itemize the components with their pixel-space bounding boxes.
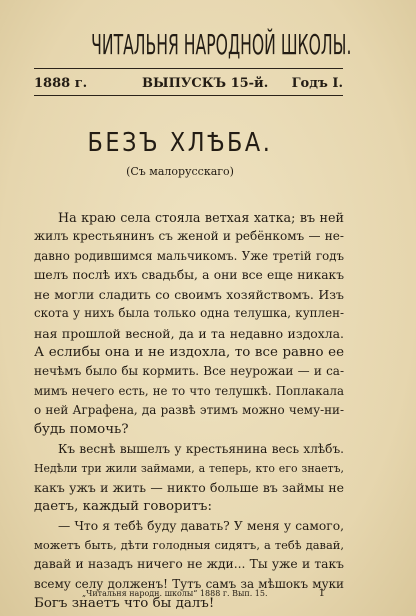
issue-number: ВЫПУСКЪ 15-й. (142, 76, 269, 91)
issue-info-line (34, 76, 343, 92)
body-line: шелъ послѣ ихъ свадьбы, а они все еще никакъ (34, 267, 344, 282)
page-footer (34, 588, 343, 600)
body-line: даетъ, каждый говоритъ: (34, 499, 212, 515)
page-number: 1 (318, 588, 325, 599)
body-line: не могли сладить со своимъ хозяйствомъ. Изъ (34, 287, 344, 303)
issue-year: 1888 г. (34, 76, 88, 91)
body-line: Богъ знаетъ что бы далъ! (34, 595, 215, 611)
body-line: мимъ нечего есть, не то что телушкѣ. Поплакала (34, 383, 344, 398)
body-line: давай и назадъ ничего не жди... Ты уже и такъ (34, 557, 344, 572)
body-line: Къ веснѣ вышелъ у крестьянина весь хлѣбъ. (58, 441, 344, 456)
body-line: Недѣли три жили займами, а теперь, кто его знаетъ, (34, 461, 344, 475)
body-line: На краю села стояла ветхая хатка; въ ней (58, 210, 344, 225)
body-line: будь помочь? (34, 422, 129, 438)
body-line: давно родившимся мальчикомъ. Уже третій годъ (34, 248, 344, 263)
body-line: ная прошлой весной, да и та недавно издохла. (34, 325, 344, 341)
body-line: можетъ быть, дѣти голодныя сидятъ, а тебѣ давай, (34, 538, 344, 553)
story-title: БЕЗЪ ХЛѢБА. (87, 128, 273, 158)
header-rule-bottom (34, 95, 343, 96)
body-line: скота у нихъ была только одна телушка, куплен- (34, 306, 344, 321)
body-line: нечѣмъ было бы кормить. Все неурожаи — и са- (34, 364, 344, 379)
body-line: — Что я тебѣ буду давать? У меня у самого, (58, 518, 344, 533)
issue-volume: Годъ I. (291, 76, 343, 91)
story-subtitle: (Съ малорусскаго) (126, 165, 234, 178)
header-rule-top (34, 68, 343, 69)
body-line: какъ ужъ и жить — никто больше въ займы не (34, 480, 344, 496)
footer-citation: „Читальня народн. школы“ 1888 г. Вып. 15. (82, 589, 268, 598)
body-line: А еслибы она и не издохла, то все равно ее (34, 345, 344, 361)
story-body (34, 208, 344, 613)
body-line: всему селу долженъ! Тутъ самъ за мѣшокъ муки (34, 576, 344, 591)
journal-title: ЧИТАЛЬНЯ НАРОДНОЙ ШКОЛЫ. (91, 28, 352, 61)
body-line: жилъ крестьянинъ съ женой и ребёнкомъ — не- (34, 229, 344, 244)
body-line: о ней Аграфена, да развѣ этимъ можно чему-ни- (34, 402, 344, 417)
